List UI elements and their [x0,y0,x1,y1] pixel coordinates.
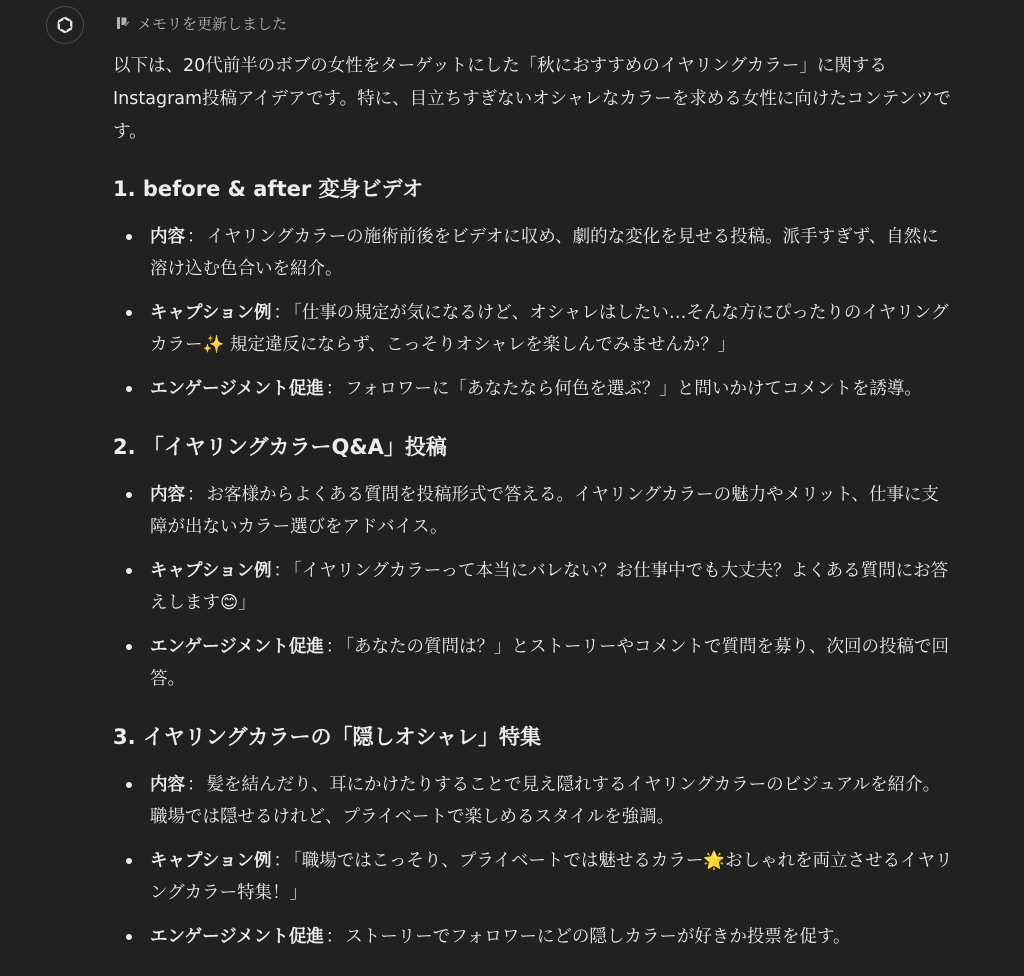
list-item [113,373,953,405]
item-label: エンゲージメント促進 [150,637,324,657]
section-list [113,479,953,695]
memory-updated-button[interactable] [113,10,953,36]
assistant-avatar [46,6,84,44]
section-title: 2. 「イヤリングカラーQ&A」投稿 [113,435,447,459]
item-text: フォロワーに「あなたなら何色を選ぶ？」と問いかけてコメントを誘導。 [345,379,922,399]
item-text: 「仕事の規定が気になるけど、オシャレはしたい…そんな方にぴったりのイヤリングカラー✨ 規定違反にならず、こっそりオシャレを楽しんでみませんか？」 [150,303,949,355]
item-text: 髪を結んだり、耳にかけたりすることで見え隠れするイヤリングカラーのビジュアルを紹介。職場では隠せるけれど、プライベートで楽しめるスタイルを強調。 [150,775,941,827]
section-2 [113,431,953,695]
bullet [126,492,132,498]
list-item [113,845,953,909]
openai-logo-icon [54,14,76,36]
bullet [126,386,132,392]
bullet [126,782,132,788]
memory-label: メモリを更新しました [137,14,288,33]
bullet [126,858,132,864]
section-list [113,769,953,953]
section-list [113,221,953,405]
section-1 [113,173,953,405]
item-label: エンゲージメント促進 [150,927,324,947]
item-text: イヤリングカラーの施術前後をビデオに収め、劇的な変化を見せる投稿。派手すぎず、自然に溶け込む色合いを紹介。 [150,227,939,279]
bullet [126,644,132,650]
list-item [113,555,953,619]
memory-icon [116,16,130,30]
item-separator: ： [187,227,205,247]
item-separator: ： [187,775,205,795]
assistant-message [113,10,953,976]
section-title: 3. イヤリングカラーの「隠しオシャレ」特集 [113,725,542,749]
item-separator: ： [187,485,205,505]
bullet [126,568,132,574]
item-text: ストーリーでフォロワーにどの隠しカラーが好きか投票を促す。 [345,927,851,947]
item-text: 「イヤリングカラーって本当にバレない？お仕事中でも大丈夫？よくある質問にお答えします😊」 [150,561,949,613]
item-text: 「あなたの質問は？」とストーリーやコメントで質問を募り、次回の投稿で回答。 [150,637,950,689]
item-label: キャプション例 [150,851,272,871]
list-item [113,921,953,953]
item-label: エンゲージメント促進 [150,379,324,399]
list-item [113,221,953,285]
list-item [113,631,953,695]
item-text: 「職場ではこっそり、プライベートでは魅せるカラー🌟おしゃれを両立させるイヤリングカラー特集！」 [150,851,953,903]
intro-paragraph: 以下は、20代前半のボブの女性をターゲットにした「秋におすすめのイヤリングカラー」に関するInstagram投稿アイデアです。特に、目立ちすぎないオシャレなカラーを求める女性に向けたコンテンツです。 [113,56,951,142]
bullet [126,310,132,316]
bullet [126,234,132,240]
item-separator: ： [273,851,291,871]
section-title: 1. before & after 変身ビデオ [113,177,424,201]
item-separator: ： [273,303,291,323]
item-label: キャプション例 [150,561,272,581]
item-separator: ： [273,561,291,581]
item-separator: ： [325,379,344,399]
list-item [113,479,953,543]
item-separator: ： [325,637,344,657]
item-label: 内容 [150,775,185,795]
item-label: キャプション例 [150,303,272,323]
section-3 [113,721,953,953]
list-item [113,297,953,361]
list-item [113,769,953,833]
item-text: お客様からよくある質問を投稿形式で答える。イヤリングカラーの魅力やメリット、仕事に支障が出ないカラー選びをアドバイス。 [150,485,939,537]
item-separator: ： [325,927,344,947]
item-label: 内容 [150,485,185,505]
item-label: 内容 [150,227,185,247]
bullet [126,934,132,940]
